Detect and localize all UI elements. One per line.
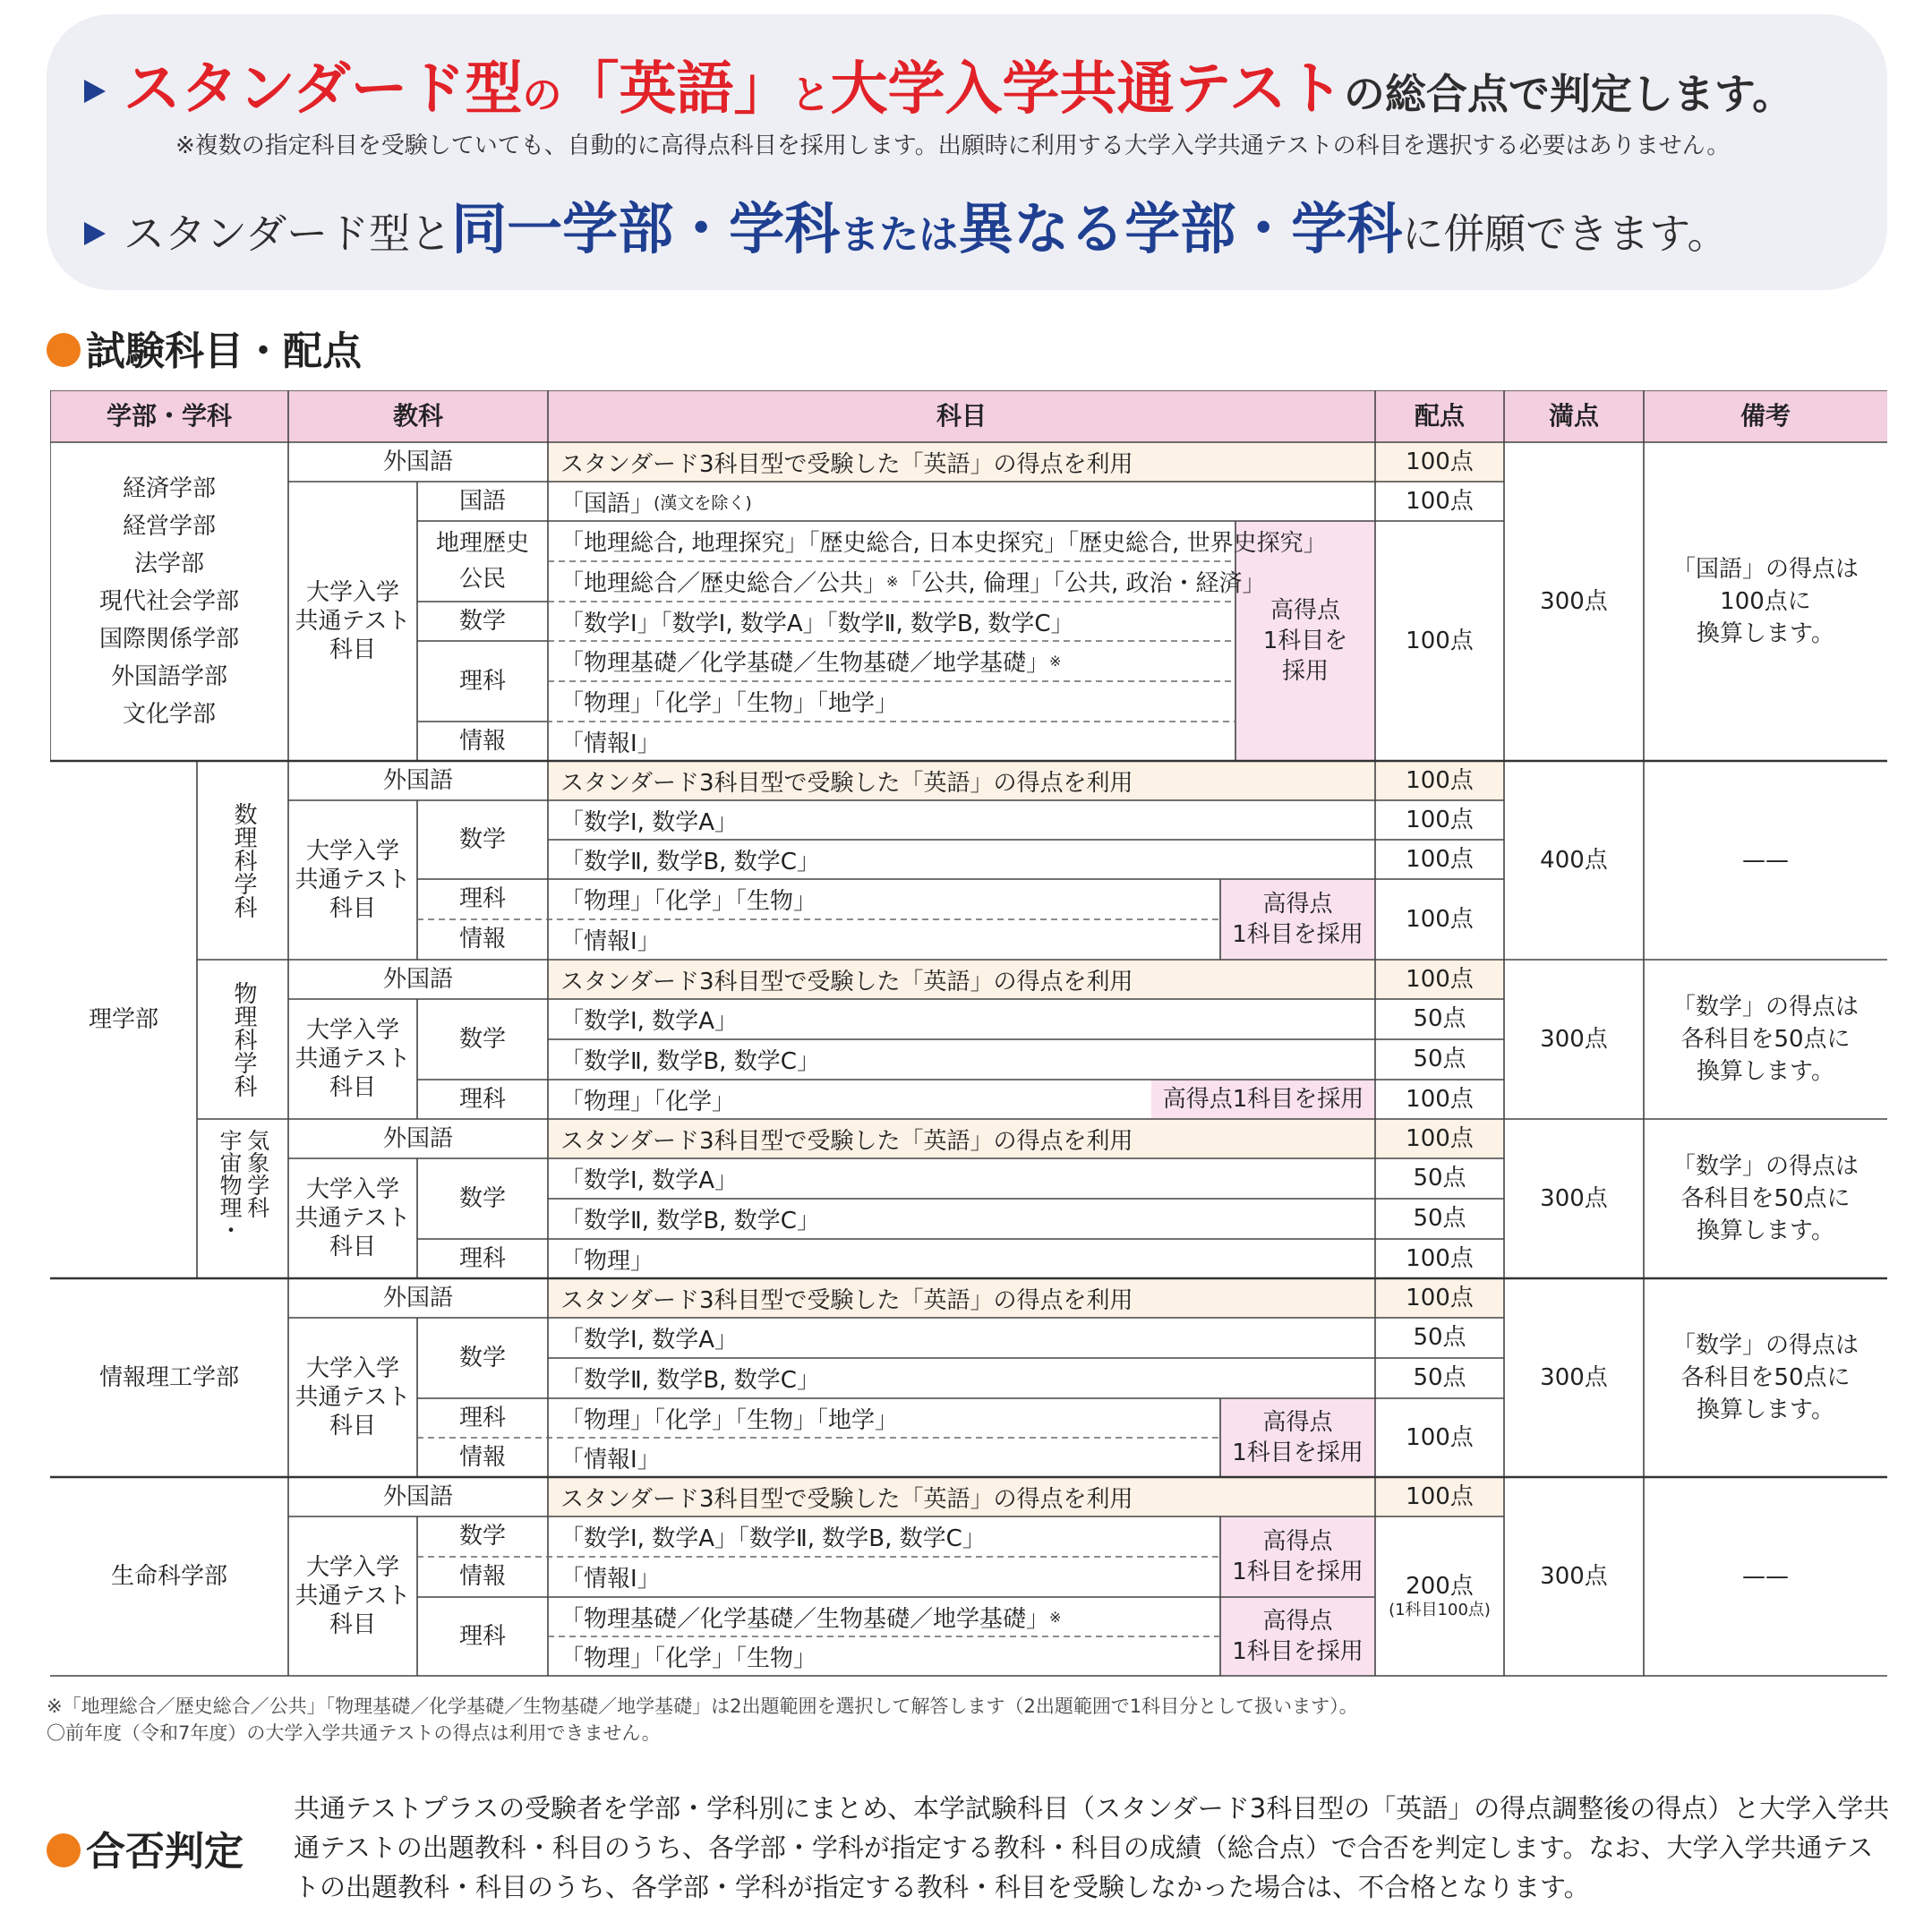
kyoka-gaikokugo: 外国語	[382, 1482, 453, 1510]
haiten: 100点	[1406, 1284, 1474, 1311]
kyoka-sugaku: 数学	[458, 825, 506, 853]
kamoku-sugaku-1: 「数学Ⅰ, 数学A」	[560, 1167, 738, 1194]
kyoka-gaikokugo: 外国語	[382, 448, 453, 475]
haiten: 50点	[1413, 1165, 1466, 1192]
section-title-subjects: 試験科目・配点	[47, 319, 362, 376]
haiten: 100点	[1406, 1423, 1474, 1451]
section-title-judgement: 合否判定	[47, 1819, 244, 1876]
kamoku-rika: 「物理」「化学」「生物」	[560, 1644, 817, 1672]
kamoku-english: スタンダード3科目型で受験した「英語」の得点を利用	[560, 1286, 1133, 1314]
kyoka-sugaku: 数学	[458, 1184, 506, 1212]
kyoka-rika: 理科	[458, 667, 506, 695]
dept-seimeikagaku: 生命科学部	[110, 1562, 227, 1590]
haiten: 100点	[1406, 845, 1474, 873]
haiten: 100点	[1406, 1482, 1474, 1510]
kamoku-rika: 「物理」「化学」「生物」	[560, 888, 817, 915]
kyoka-kokugo: 国語	[458, 487, 506, 515]
header-haiten: 配点	[1414, 401, 1465, 431]
kyoka-rika: 理科	[458, 885, 506, 913]
manten: 300点	[1540, 1562, 1608, 1590]
kyoka-gaikokugo: 外国語	[382, 1284, 453, 1311]
header-kamoku: 科目	[936, 401, 987, 431]
kyoka-gaikokugo: 外国語	[382, 1124, 453, 1152]
kamoku-english: スタンダード3科目型で受験した「英語」の得点を利用	[560, 769, 1133, 797]
header-biko: 備考	[1740, 401, 1791, 431]
kyoka-sugaku: 数学	[458, 1344, 506, 1371]
kamoku-rika: 「物理」「化学」「生物」「地学」	[560, 1406, 899, 1434]
kamoku-joho: 「情報Ⅰ」	[560, 1446, 661, 1474]
kyoka-kyotsu-test: 大学入学 共通テスト 科目	[295, 1017, 411, 1101]
footnote-2: 〇前年度（令和7年度）の大学入学共通テストの得点は利用できません。	[47, 1722, 661, 1744]
manten: 400点	[1540, 846, 1608, 874]
high-score-note: 高得点 1科目を採用	[1232, 1409, 1364, 1466]
kyoka-joho: 情報	[458, 1443, 506, 1471]
high-score-note: 高得点 1科目を採用	[1232, 1528, 1364, 1585]
kamoku-rika: 「物理」	[560, 1247, 654, 1275]
kyoka-kyotsu-test: 大学入学 共通テスト 科目	[295, 838, 411, 922]
header-kyoka: 教科	[392, 401, 443, 431]
biko: ——	[1742, 1562, 1789, 1590]
kamoku-sugaku-2: 「数学Ⅱ, 数学B, 数学C」	[560, 848, 820, 876]
haiten: 100点	[1406, 965, 1474, 993]
judgement-text: 共通テストプラスの受験者を学部・学科別にまとめ、本学試験科目（スタンダード3科目型の「英語」の得点調整後の得点）と大学入学共通テストの出題教科・科目のうち、各学部・学科が指定する教科・科目の成績（総合点）で合否を判定します。なお、大学入学共通テストの出題教科・科目のうち、各学部・学科が指定する教科・科目を受験しなかった場合は、不合格となります。	[294, 1793, 1890, 1902]
banner-note: ※複数の指定科目を受験していても、自動的に高得点科目を採用します。出願時に利用する大学入学共通テストの科目を選択する必要はありません。	[175, 132, 1731, 159]
kyoka-chireki: 地理歴史 公民	[435, 530, 529, 593]
manten: 300点	[1540, 1184, 1608, 1212]
high-score-note: 高得点 1科目を採用	[1232, 1608, 1364, 1665]
manten: 300点	[1540, 1025, 1608, 1053]
kyoka-kyotsu-test: 大学入学 共通テスト 科目	[295, 1355, 411, 1439]
dept-butsurikagaku: 物理科学科	[229, 981, 257, 1098]
kyoka-sugaku: 数学	[458, 1025, 506, 1053]
kamoku-sugaku-2: 「数学Ⅱ, 数学B, 数学C」	[560, 1048, 820, 1075]
kamoku-chireki-1: 「地理総合, 地理探究」「歴史総合, 日本史探究」「歴史総合, 世界史探究」	[560, 530, 1327, 557]
dept-rigaku: 理学部	[88, 1005, 158, 1033]
kamoku-english: スタンダード3科目型で受験した「英語」の得点を利用	[560, 968, 1133, 995]
haiten: 50点	[1413, 1205, 1466, 1233]
subjects-table	[50, 390, 1887, 1685]
kyoka-kyotsu-test: 大学入学 共通テスト 科目	[295, 579, 411, 663]
haiten: 50点	[1413, 1324, 1466, 1352]
kyoka-kyotsu-test: 大学入学 共通テスト 科目	[295, 1176, 411, 1260]
kyoka-rika: 理科	[458, 1404, 506, 1431]
kamoku-joho: 「情報Ⅰ」	[560, 1566, 661, 1593]
haiten: 50点	[1413, 1364, 1466, 1392]
kyoka-joho: 情報	[458, 727, 506, 755]
haiten: 100点	[1406, 806, 1474, 833]
kyoka-sugaku: 数学	[458, 607, 506, 635]
dept-surikagaku: 数理科学科	[229, 802, 257, 918]
haiten: 100点	[1406, 766, 1474, 794]
banner-line-1: スタンダード型の「英語」と大学入学共通テストの総合点で判定します。	[84, 43, 1793, 125]
kamoku-joho: 「情報Ⅰ」	[560, 730, 661, 757]
kamoku-sugaku: 「数学Ⅰ」「数学Ⅰ, 数学A」「数学Ⅱ, 数学B, 数学C」	[560, 610, 1074, 637]
kamoku-joho: 「情報Ⅰ」	[560, 928, 661, 955]
footnote-1: ※「地理総合／歴史総合／公共」「物理基礎／化学基礎／生物基礎／地学基礎」は2出題範囲を選択して解答します（2出題範囲で1科目分として扱います）。	[47, 1696, 1358, 1717]
biko: 「数学」の得点は 各科目を50点に 換算します。	[1671, 1153, 1859, 1244]
manten: 300点	[1540, 1363, 1608, 1391]
kamoku-sugaku-2: 「数学Ⅱ, 数学B, 数学C」	[560, 1367, 820, 1394]
biko: ——	[1742, 846, 1789, 874]
haiten: 50点	[1413, 1046, 1466, 1073]
kamoku-english: スタンダード3科目型で受験した「英語」の得点を利用	[560, 1127, 1133, 1155]
kamoku-english: スタンダード3科目型で受験した「英語」の得点を利用	[560, 1485, 1133, 1513]
kamoku-chireki-2: 「地理総合／歴史総合／公共」 ※ 「公共, 倫理」「公共, 政治・経済」	[560, 570, 1266, 597]
dept-johorikogaku: 情報理工学部	[98, 1363, 239, 1391]
biko: 「国語」の得点は 100点に 換算します。	[1671, 556, 1859, 647]
haiten: 100点	[1406, 1085, 1474, 1113]
triangle-bullet-icon	[84, 222, 106, 245]
kamoku-sugaku-1: 「数学Ⅰ, 数学A」	[560, 1008, 738, 1035]
kamoku-english: スタンダード3科目型で受験した「英語」の得点を利用	[560, 450, 1133, 478]
kamoku-sugaku-1: 「数学Ⅰ, 数学A」	[560, 1327, 738, 1354]
kyoka-joho: 情報	[458, 1563, 506, 1591]
kamoku-rika: 「物理」「化学」	[560, 1088, 736, 1115]
header-manten: 満点	[1548, 401, 1599, 431]
header-dept: 学部・学科	[106, 401, 232, 431]
biko: 「数学」の得点は 各科目を50点に 換算します。	[1671, 994, 1859, 1085]
kyoka-rika: 理科	[458, 1622, 506, 1650]
manten: 300点	[1540, 587, 1608, 615]
banner-line-2: スタンダード型と同一学部・学科または異なる学部・学科に併願できます。	[84, 184, 1729, 264]
orange-dot-icon	[47, 333, 81, 367]
kyoka-joho: 情報	[458, 926, 506, 953]
kamoku-sugaku: 「数学Ⅰ, 数学A」「数学Ⅱ, 数学B, 数学C」	[560, 1525, 986, 1552]
kyoka-gaikokugo: 外国語	[382, 965, 453, 993]
kamoku-rika-kiso: 「物理基礎／化学基礎／生物基礎／地学基礎」 ※	[560, 650, 1062, 677]
kyoka-sugaku: 数学	[458, 1523, 506, 1550]
kamoku-sugaku-2: 「数学Ⅱ, 数学B, 数学C」	[560, 1208, 820, 1234]
kyoka-rika: 理科	[458, 1085, 506, 1113]
high-score-note: 高得点1科目を採用	[1162, 1085, 1364, 1113]
haiten: 100点	[1406, 448, 1474, 475]
kyoka-rika: 理科	[458, 1244, 506, 1272]
haiten: 50点	[1413, 1005, 1466, 1033]
high-score-note: 高得点 1科目を 採用	[1262, 597, 1348, 685]
haiten-seimei: 200点 (1科目100点)	[1389, 1572, 1491, 1619]
dept-uchubutsuri-kisho: 宇宙物理・ 気象学科	[217, 1129, 270, 1241]
haiten: 100点	[1406, 1124, 1474, 1152]
high-score-note: 高得点 1科目を採用	[1232, 891, 1364, 948]
kyoka-gaikokugo: 外国語	[382, 766, 453, 794]
haiten: 100点	[1406, 1244, 1474, 1272]
biko: 「数学」の得点は 各科目を50点に 換算します。	[1671, 1332, 1859, 1423]
haiten: 100点	[1406, 487, 1474, 515]
kamoku-rika-kiso: 「物理基礎／化学基礎／生物基礎／地学基礎」 ※	[560, 1605, 1062, 1633]
kamoku-kokugo: 「国語」 (漢文を除く)	[560, 490, 752, 517]
haiten: 100点	[1406, 627, 1474, 654]
kyoka-kyotsu-test: 大学入学 共通テスト 科目	[295, 1554, 411, 1638]
kamoku-rika: 「物理」「化学」「生物」「地学」	[560, 690, 899, 717]
orange-dot-icon	[47, 1833, 81, 1867]
triangle-bullet-icon	[84, 80, 106, 103]
kamoku-sugaku-1: 「数学Ⅰ, 数学A」	[560, 808, 738, 836]
haiten: 100点	[1406, 905, 1474, 933]
dept-list: 経済学部 経営学部 法学部 現代社会学部 国際関係学部 外国語学部 文化学部	[98, 475, 239, 728]
